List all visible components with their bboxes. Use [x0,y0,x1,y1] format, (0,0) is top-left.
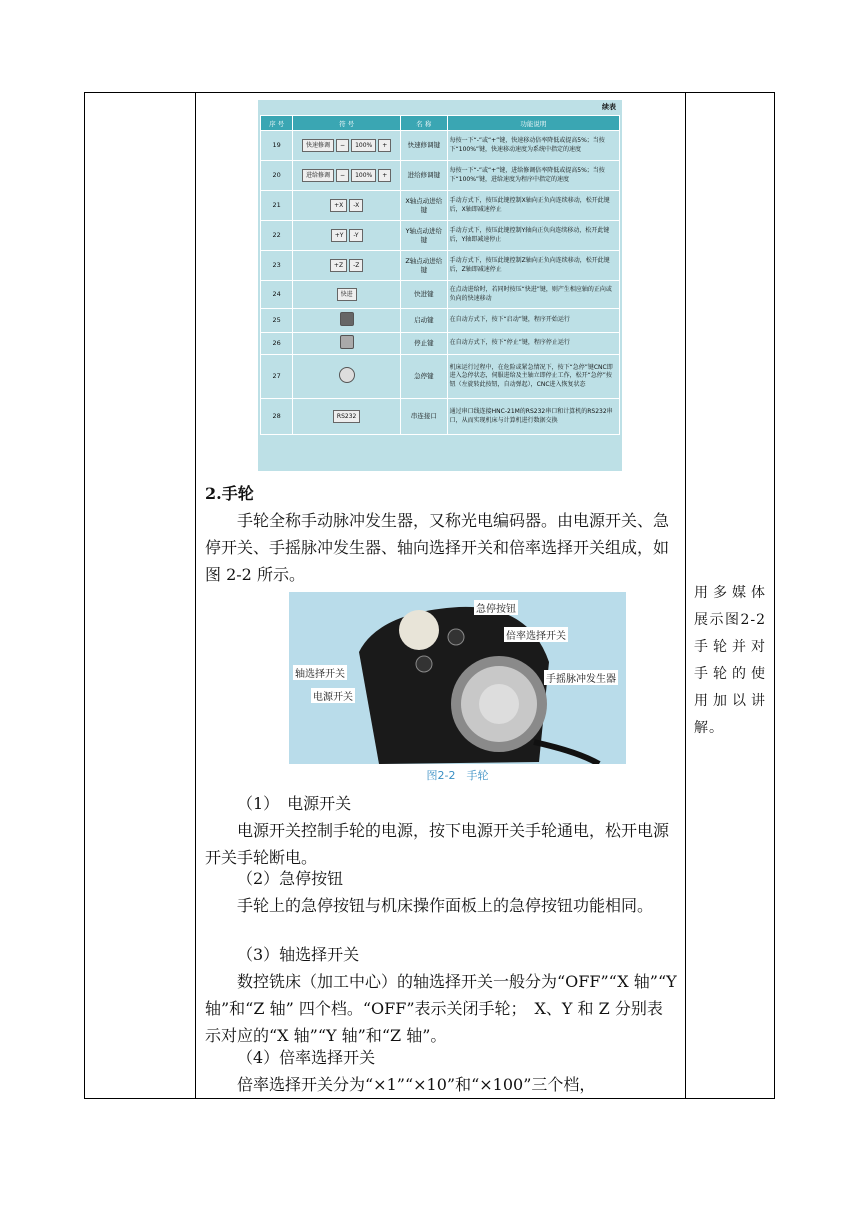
key-symbol: + [378,139,391,152]
table-row [261,399,620,435]
row-symbol [293,281,401,309]
key-function-table-image [258,100,622,471]
table-row [261,281,620,309]
row-name: 快进键 [400,281,447,309]
table-row [261,355,620,399]
row-number: 26 [261,333,293,355]
row-symbol [293,131,401,161]
row-description: 通过串口线连接HNC-21M的RS232串口和计算机的RS232串口，从而实现机床与计算机进行数据交换 [447,399,619,435]
row-number: 28 [261,399,293,435]
row-description: 手动方式下，按压此键控制Y轴向正负向连续移动，松开此键后，Y轴即减速停止 [447,221,619,251]
label-power-switch: 电源开关 [311,688,355,703]
row-symbol [293,309,401,333]
row-number: 23 [261,251,293,281]
key-symbol: -X [349,199,363,212]
label-estop: 急停按钮 [474,600,518,615]
figure-caption: 图2-2 手轮 [426,769,489,782]
row-name: X轴点动进给键 [400,191,447,221]
label-rate-switch: 倍率选择开关 [504,627,568,642]
table-header-cell: 符 号 [293,116,401,131]
key-symbol: -Z [349,259,363,272]
key-symbol: +X [330,199,347,212]
row-name: 停止键 [400,333,447,355]
paragraph-axis: 数控铣床（加工中心）的轴选择开关一般分为“OFF”“X 轴”“Y 轴”和“Z 轴” 四个档。“OFF”表示关闭手轮； X、Y 和 Z 分别表示对应的“X 轴”“Y 轴”和“Z 轴”。 [205,972,677,1045]
row-number: 25 [261,309,293,333]
row-description: 手动方式下，按压此键控制X轴向正负向连续移动，松开此键后，X轴即减速停止 [447,191,619,221]
subsection-rate: （4）倍率选择开关 [237,1048,376,1067]
column-divider [685,93,686,1098]
row-description: 机床运行过程中，在危险或紧急情况下，按下“急停”键CNC即进入急停状态，伺服进给及主轴立即停止工作，松开“急停”按钮（左旋转此按钮，自动弹起），CNC进入恢复状态 [447,355,619,399]
row-name: 串连接口 [400,399,447,435]
key-symbol: 进给修调 [302,169,334,182]
table-row [261,251,620,281]
key-symbol: 快进 [337,288,357,301]
paragraph-intro: 手轮全称手动脉冲发生器，又称光电编码器。由电源开关、急停开关、手摇脉冲发生器、轴向选择开关和倍率选择开关组成，如图 2-2 所示。 [205,511,670,584]
row-description: 每按一下“-”或“+”键，快速移动倍率降低或提高5%；当按下“100%”键，快速移动速度为系统中指定的速度 [447,131,619,161]
table-row [261,309,620,333]
table-header-cell: 功能说明 [447,116,619,131]
table-row [261,161,620,191]
key-icon [340,335,354,349]
table-row [261,221,620,251]
row-description: 在自动方式下，按下“停止”键，程序停止运行 [447,333,619,355]
key-symbol: − [336,169,349,182]
row-symbol [293,191,401,221]
row-number: 19 [261,131,293,161]
row-symbol [293,399,401,435]
key-symbol: + [378,169,391,182]
key-symbol: 100% [351,169,376,182]
key-symbol: 100% [351,139,376,152]
row-symbol [293,221,401,251]
row-description: 在自动方式下，按下“启动”键，程序开始运行 [447,309,619,333]
table-header-cell: 序 号 [261,116,293,131]
section-heading: 2.手轮 [205,484,254,503]
row-symbol [293,333,401,355]
estop-key-icon [339,367,355,383]
row-description: 手动方式下，按压此键控制Z轴向正负向连续移动，松开此键后，Z轴即减速停止 [447,251,619,281]
key-icon [340,312,354,326]
row-name: 进给修调键 [400,161,447,191]
key-symbol: -Y [349,229,362,242]
table-header-cell: 名 称 [400,116,447,131]
paragraph-estop: 手轮上的急停按钮与机床操作面板上的急停按钮功能相同。 [237,896,654,915]
row-number: 24 [261,281,293,309]
label-axis-switch: 轴选择开关 [293,665,347,680]
label-pulse-generator: 手摇脉冲发生器 [544,670,618,685]
subsection-power: （1） 电源开关 [237,794,352,813]
row-name: 快速修调键 [400,131,447,161]
row-number: 22 [261,221,293,251]
key-symbol: +Y [331,229,348,242]
key-symbol: − [336,139,349,152]
subsection-estop: （2）急停按钮 [237,869,344,888]
row-description: 在点动进给时，若同时按压“快进”键，则产生相应轴的正向或负向的快速移动 [447,281,619,309]
paragraph-power: 电源开关控制手轮的电源，按下电源开关手轮通电，松开电源开关手轮断电。 [205,821,670,867]
continued-label: 续表 [602,103,616,111]
row-symbol [293,355,401,399]
table-row [261,333,620,355]
row-name: Y轴点动进给键 [400,221,447,251]
row-number: 27 [261,355,293,399]
row-name: Z轴点动进给键 [400,251,447,281]
key-function-table [260,115,620,435]
row-description: 每按一下“-”或“+”键，进给修调倍率降低或提高5%；当按下“100%”键，进给速度为程序中指定的速度 [447,161,619,191]
row-number: 20 [261,161,293,191]
table-row [261,191,620,221]
handwheel-figure [289,592,626,764]
row-symbol [293,161,401,191]
row-symbol [293,251,401,281]
subsection-axis: （3）轴选择开关 [237,945,360,964]
column-divider [195,93,196,1098]
row-name: 启动键 [400,309,447,333]
key-symbol: +Z [330,259,347,272]
teaching-note: 用多媒体展示图2-2手轮并对手轮的使用加以讲解。 [694,585,766,736]
key-symbol: RS232 [333,410,360,423]
key-symbol: 快速修调 [302,139,334,152]
paragraph-rate: 倍率选择开关分为“×1”“×10”和“×100”三个档， [237,1075,596,1094]
row-name: 急停键 [400,355,447,399]
row-number: 21 [261,191,293,221]
table-row [261,131,620,161]
